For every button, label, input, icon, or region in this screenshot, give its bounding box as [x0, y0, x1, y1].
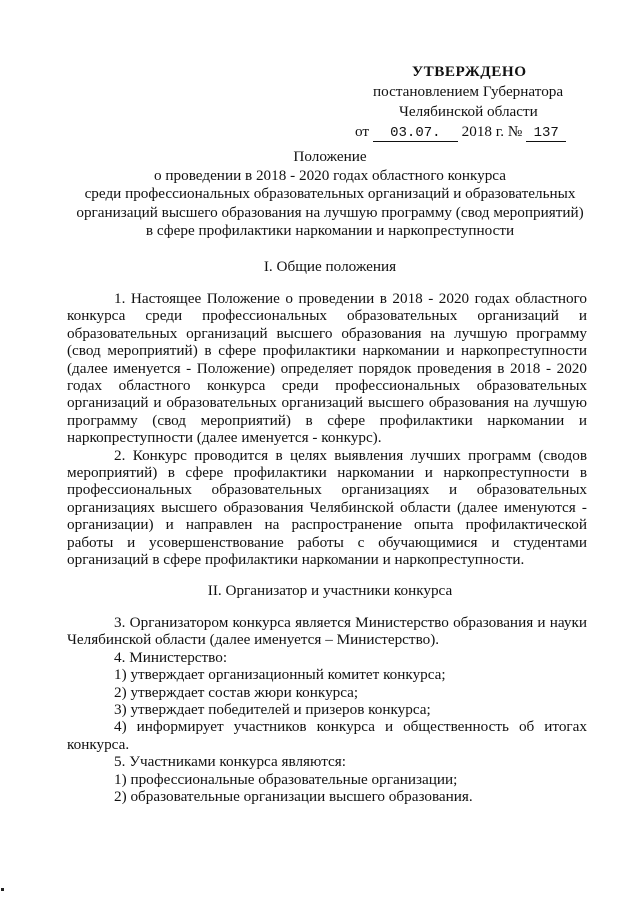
section-organizer-body [67, 614, 587, 805]
paragraph-1: 1. Настоящее Положение о проведении в 2018 - 2020 годах областного конкурса среди профессиональных образовательных организаций и образовательных организаций высшего образования на лучшую программу (свод мероприятий) в сфере профилактики наркомании и наркопреступности (далее именуется - Положение) определяет порядок проведения в 2018 - 2020 годах областного конкурса среди профессиональных образовательных организаций и образовательных организаций высшего образования на лучшую программу (свод мероприятий) в сфере профилактики наркомании и наркопреступности (далее именуется - конкурс). [67, 290, 587, 447]
title-line-2: о проведении в 2018 - 2020 годах областного конкурса [154, 166, 506, 184]
approval-year-label: 2018 г. № [461, 123, 523, 140]
approval-line-2: Челябинской области [399, 103, 538, 120]
section-heading-organizer: II. Организатор и участники конкурса [207, 582, 453, 599]
scan-speck [1, 888, 4, 891]
paragraph-3: 3. Организатором конкурса является Министерство образования и науки Челябинской области (далее именуется – Министерство). [67, 614, 587, 649]
approval-line-1: постановлением Губернатора [373, 83, 564, 100]
title-line-1: Положение [293, 148, 367, 165]
approval-date-line [355, 122, 595, 142]
title-line-4: организаций высшего образования на лучшую программу (свод мероприятий) [76, 203, 584, 221]
list-item: 3) утверждает победителей и призеров конкурса; [114, 701, 431, 719]
paragraph-5: 5. Участниками конкурса являются: [114, 753, 346, 771]
approval-number: 137 [526, 125, 566, 142]
paragraph-2: 2. Конкурс проводится в целях выявления лучших программ (сводов мероприятий) в сфере профилактики наркомании и наркопреступности в профессиональных образовательных организациях и образовательных организациях высшего образования Челябинской области (далее именуются - организации) и направлен на распространение опыта профилактической работы и усовершенствование работы с обучающимися и студентами организаций в сфере профилактики наркомании и наркопреступности. [67, 446, 587, 569]
document-title [40, 148, 620, 241]
section-general-body [67, 290, 587, 569]
title-line-3: среди профессиональных образовательных организаций и образовательных [84, 185, 576, 202]
section-heading-general: I. Общие положения [263, 258, 397, 275]
list-item: 4) информирует участников конкурса и общественность об итогах конкурса. [67, 718, 587, 753]
approval-heading: УТВЕРЖДЕНО [412, 63, 527, 80]
list-item: 1) утверждает организационный комитет конкурса; [114, 666, 446, 684]
list-item: 2) образовательные организации высшего образования. [114, 788, 473, 806]
approval-stamp [355, 62, 595, 142]
title-line-5: в сфере профилактики наркомании и наркопреступности [145, 222, 515, 239]
approval-from-label: от [355, 123, 370, 140]
paragraph-4: 4. Министерство: [114, 648, 228, 666]
list-item: 2) утверждает состав жюри конкурса; [114, 683, 359, 701]
approval-date: 03.07. [373, 125, 458, 142]
list-item: 1) профессиональные образовательные организации; [114, 770, 458, 788]
